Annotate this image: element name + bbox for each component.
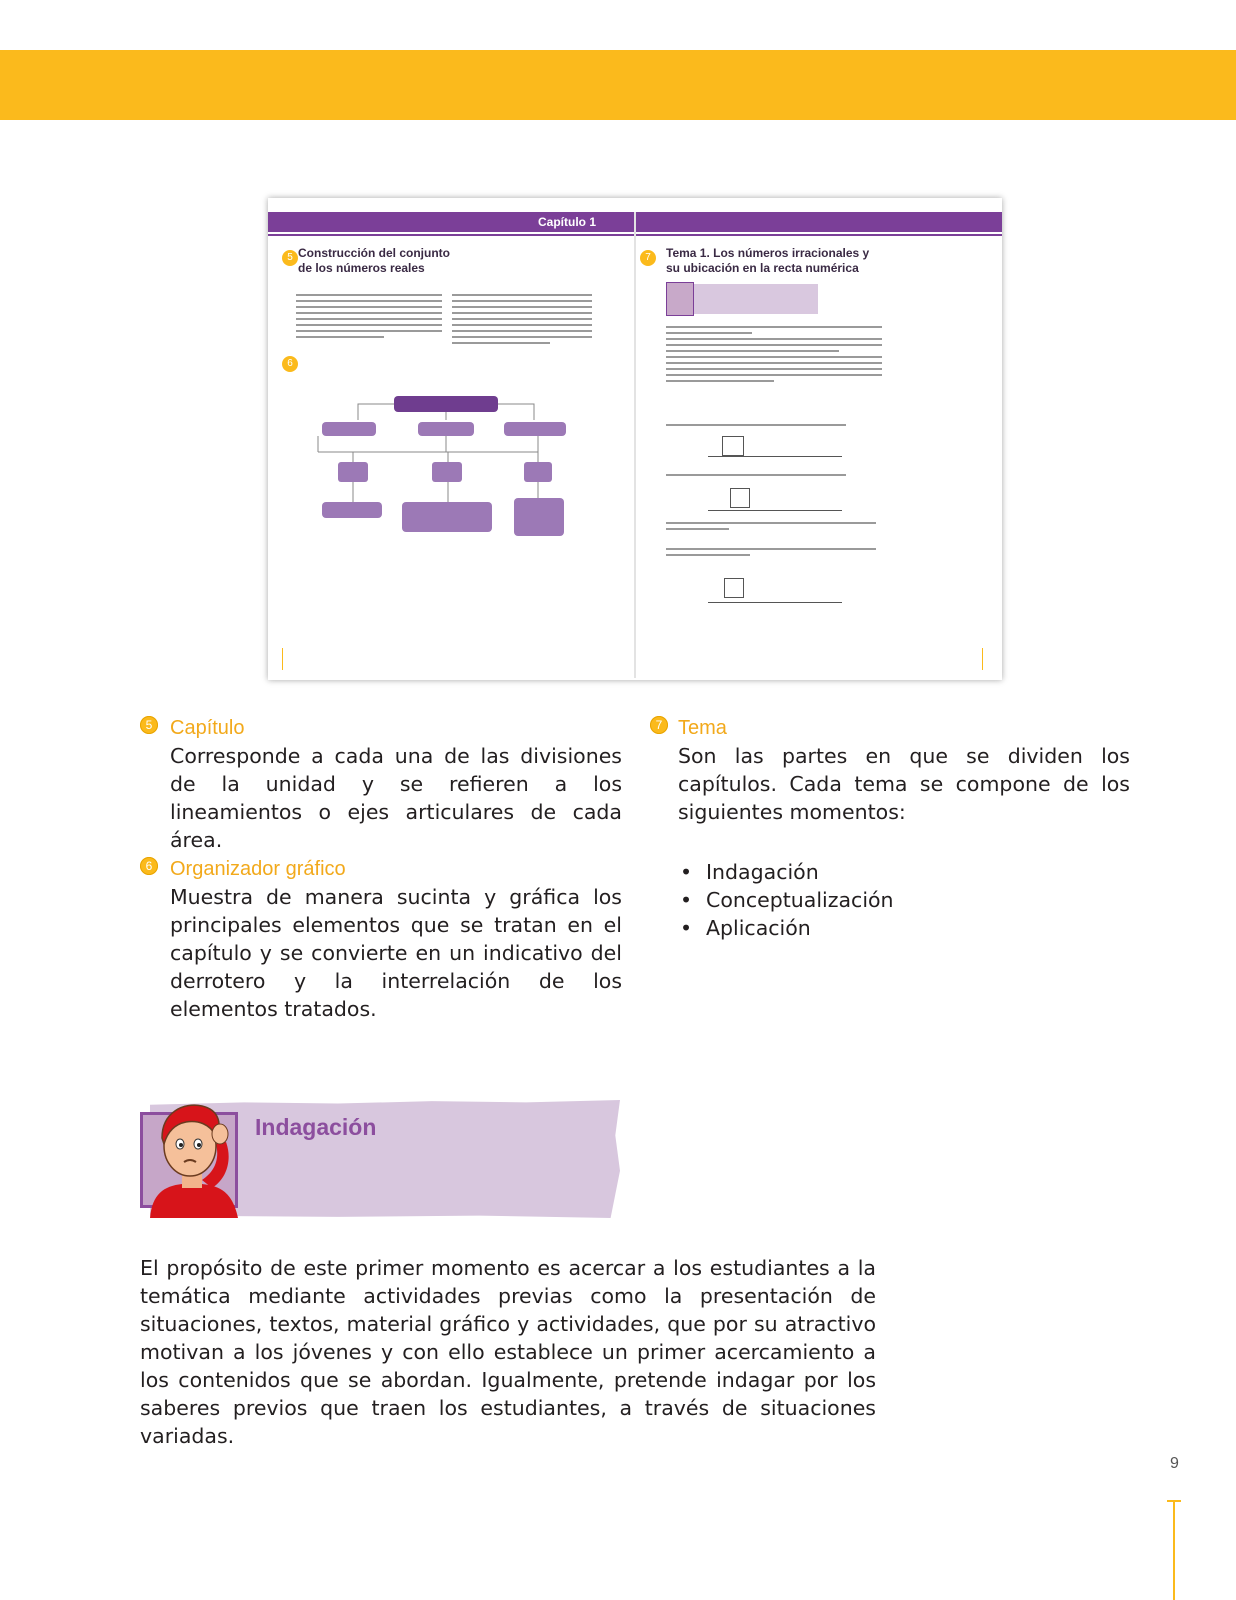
mini-indagacion-banner bbox=[678, 284, 818, 314]
book-spread-thumbnail bbox=[268, 198, 1002, 680]
marker-5: 5 bbox=[282, 250, 298, 266]
tema-description: Son las partes en que se dividen los capítulos. Cada tema se compone de los siguientes momentos: bbox=[678, 744, 1130, 824]
chapter-label: Capítulo 1 bbox=[538, 215, 597, 229]
top-color-band bbox=[0, 50, 1236, 120]
spread-gutter bbox=[634, 212, 636, 678]
number-badge-5: 5 bbox=[140, 716, 158, 734]
indagacion-title: Indagación bbox=[255, 1114, 377, 1140]
list-item: • Indagación bbox=[678, 858, 894, 886]
organizador-heading: Organizador gráfico bbox=[170, 858, 346, 880]
page-margin-line bbox=[1173, 1500, 1175, 1600]
mini-avatar bbox=[666, 282, 694, 316]
marker-6: 6 bbox=[282, 356, 298, 372]
list-item: • Aplicación bbox=[678, 914, 894, 942]
tema-heading: Tema bbox=[678, 717, 727, 739]
indagacion-paragraph: El propósito de este primer momento es acercar a los estudiantes a la temática mediante actividades previas como la presentación de situaciones, textos, material gráfico y actividades, que por su atractivo motivan a los jóvenes y con ello establece un primer acercamiento a los contenidos que se abordan. Igualmente, pretende indagar por los saberes previos que traen los estudiantes, a través de situaciones variadas. bbox=[140, 1256, 876, 1448]
left-page-text-col2 bbox=[452, 294, 592, 348]
capitulo-description: Corresponde a cada una de las divisiones de la unidad y se refieren a los lineamientos o ejes articulares de cada área. bbox=[170, 744, 622, 852]
organizador-description: Muestra de manera sucinta y gráfica los principales elementos que se tratan en el capítulo y se convierte en un indicativo del derrotero y la interrelación de los elementos tratados. bbox=[170, 885, 622, 1021]
right-page-text bbox=[666, 326, 882, 386]
tema-moments-list bbox=[678, 858, 894, 942]
marker-7: 7 bbox=[640, 250, 656, 266]
number-line-3 bbox=[708, 602, 842, 603]
number-badge-6: 6 bbox=[140, 857, 158, 875]
left-page-title: Construcción del conjunto de los números reales bbox=[298, 246, 450, 275]
number-line-1 bbox=[708, 456, 842, 457]
number-badge-7: 7 bbox=[650, 716, 668, 734]
left-page-text-col1 bbox=[296, 294, 442, 342]
list-item: • Conceptualización bbox=[678, 886, 894, 914]
number-line-2 bbox=[708, 510, 842, 511]
right-page-title: Tema 1. Los números irracionales y su ubicación en la recta numérica bbox=[666, 246, 870, 275]
thinking-student-icon bbox=[140, 1098, 250, 1218]
capitulo-heading: Capítulo bbox=[170, 717, 245, 739]
page-number: 9 bbox=[1170, 1455, 1179, 1472]
organizer-diagram bbox=[298, 394, 598, 544]
